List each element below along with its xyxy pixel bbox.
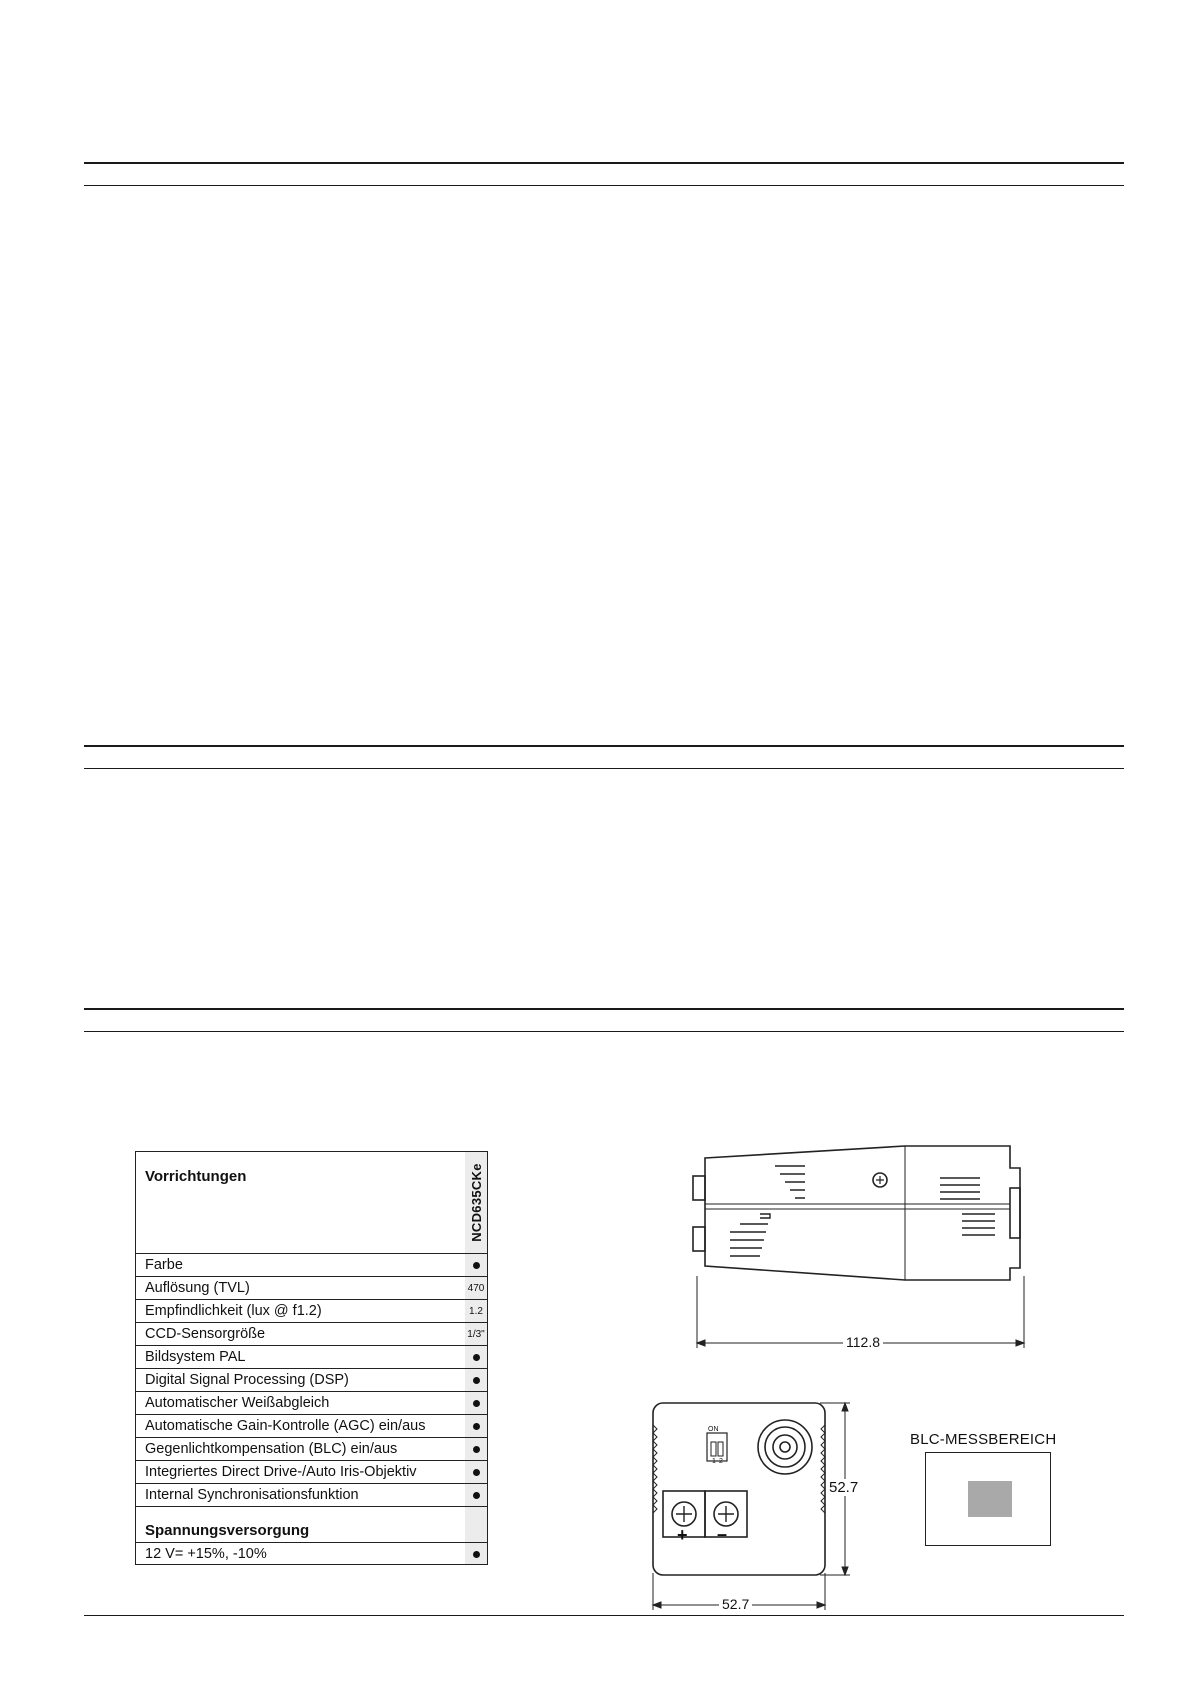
feature-value [465, 1461, 487, 1483]
table-row [136, 1484, 487, 1507]
terminal-plus-label: + [677, 1525, 688, 1545]
feature-label: Automatischer Weißabgleich [145, 1395, 330, 1411]
model-name: NCD635CKe [468, 1163, 484, 1242]
section-rule-top-1 [84, 162, 1124, 164]
blc-area-frame [925, 1452, 1051, 1546]
section-rule-low-2 [84, 1031, 1124, 1032]
side-length-dimension: 112.8 [843, 1334, 883, 1350]
feature-label: Integriertes Direct Drive-/Auto Iris-Objektiv [145, 1464, 417, 1480]
model-name-cell [465, 1152, 487, 1253]
bullet-icon [473, 1354, 480, 1361]
camera-side-view-drawing [690, 1138, 1040, 1358]
bullet-icon [473, 1551, 480, 1558]
section-rule-mid-1 [84, 745, 1124, 747]
bullet-icon [473, 1469, 480, 1476]
feature-label: CCD-Sensorgröße [145, 1326, 266, 1342]
bullet-icon [473, 1377, 480, 1384]
feature-value [465, 1438, 487, 1460]
table-row [136, 1300, 487, 1323]
feature-label: Empfindlichkeit (lux @ f1.2) [145, 1303, 322, 1319]
feature-value [465, 1346, 487, 1368]
power-section-header [136, 1507, 487, 1543]
table-row [136, 1392, 487, 1415]
feature-label: Internal Synchronisationsfunktion [145, 1487, 359, 1503]
table-row [136, 1461, 487, 1484]
table-row [136, 1543, 487, 1566]
feature-value: 1.2 [469, 1305, 483, 1317]
features-table [135, 1151, 488, 1565]
bullet-icon [473, 1492, 480, 1499]
rear-height-dimension: 52.7 [826, 1479, 861, 1496]
table-row [136, 1415, 487, 1438]
table-row [136, 1323, 487, 1346]
feature-value [465, 1484, 487, 1506]
table-row [136, 1438, 487, 1461]
blc-title: BLC-MESSBEREICH [910, 1431, 1057, 1448]
power-section-title: Spannungsversorgung [145, 1522, 310, 1539]
power-value [465, 1543, 487, 1565]
table-row [136, 1369, 487, 1392]
feature-label: Auflösung (TVL) [145, 1280, 250, 1296]
table-header [136, 1152, 487, 1254]
bullet-icon [473, 1262, 480, 1269]
bullet-icon [473, 1423, 480, 1430]
blc-measurement-region [968, 1481, 1012, 1517]
rear-width-dimension: 52.7 [719, 1596, 752, 1612]
footer-rule [84, 1615, 1124, 1616]
feature-value: 470 [467, 1282, 485, 1294]
dip-on-label: ON [708, 1426, 719, 1433]
section-rule-low-1 [84, 1008, 1124, 1010]
feature-label: Bildsystem PAL [145, 1349, 246, 1365]
bullet-icon [473, 1446, 480, 1453]
feature-value [465, 1415, 487, 1437]
table-row [136, 1346, 487, 1369]
bullet-icon [473, 1400, 480, 1407]
feature-label: Gegenlichtkompensation (BLC) ein/aus [145, 1441, 398, 1457]
feature-value [465, 1369, 487, 1391]
feature-label: Farbe [145, 1257, 183, 1273]
dip-1-label: 1 [712, 1458, 716, 1465]
feature-label: Digital Signal Processing (DSP) [145, 1372, 349, 1388]
camera-rear-view-drawing [645, 1395, 855, 1615]
feature-value [465, 1392, 487, 1414]
feature-value [465, 1254, 487, 1276]
table-row [136, 1254, 487, 1277]
table-row [136, 1277, 487, 1300]
feature-label: Automatische Gain-Kontrolle (AGC) ein/aus [145, 1418, 426, 1434]
section-rule-top-2 [84, 185, 1124, 186]
table-header-title: Vorrichtungen [145, 1168, 247, 1185]
dip-2-label: 2 [719, 1458, 723, 1465]
power-label: 12 V= +15%, -10% [145, 1546, 267, 1562]
terminal-minus-label: – [717, 1524, 728, 1544]
feature-value: 1/3" [467, 1328, 485, 1340]
section-rule-mid-2 [84, 768, 1124, 769]
